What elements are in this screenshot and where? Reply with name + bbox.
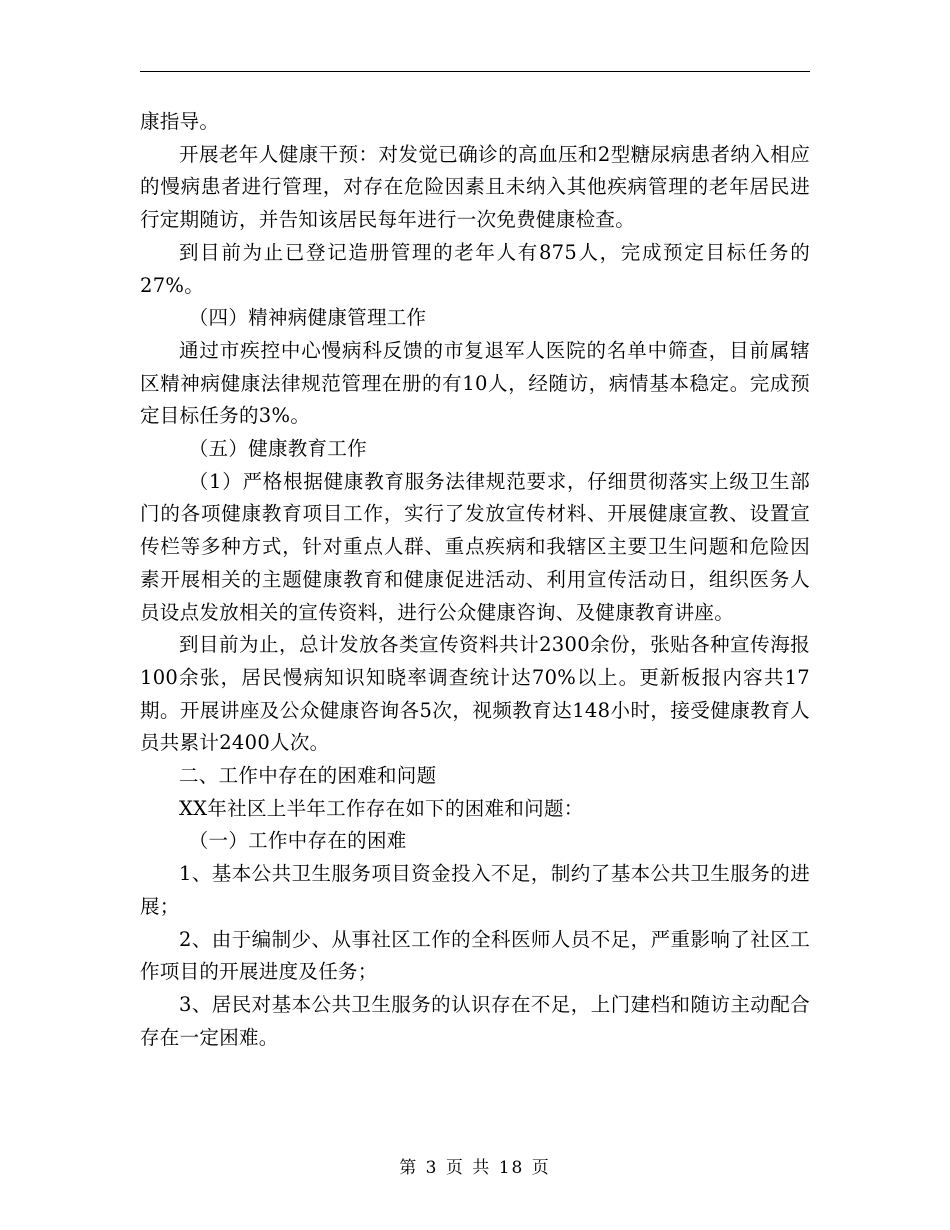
paragraph: （1）严格根据健康教育服务法律规范要求，仔细贯彻落实上级卫生部门的各项健康教育项目工作，实行了发放宣传材料、开展健康宣教、设置宣传栏等多种方式，针对重点人群、重点疾病和我辖区主要卫生问题和危险因素开展相关的主题健康教育和健康促进活动、利用宣传活动日，组织医务人员设点发放相关的宣传资料，进行公众健康咨询、及健康教育讲座。 [140, 469, 810, 624]
header-rule [140, 71, 810, 72]
list-item: 3、居民对基本公共卫生服务的认识存在不足，上门建档和随访主动配合存在一定困难。 [140, 992, 810, 1049]
section-heading: （五）健康教育工作 [188, 437, 367, 461]
paragraph: 康指导。 [140, 110, 220, 133]
list-item: 1、基本公共卫生服务项目资金投入不足，制约了基本公共卫生服务的进展； [140, 862, 810, 918]
paragraph: 开展老年人健康干预：对发觉已确诊的高血压和2型糖尿病患者纳入相应的慢病患者进行管理，对存在危险因素且未纳入其他疾病管理的老年居民进行定期随访，并告知该居民每年进行一次免费健康检查。 [140, 142, 810, 232]
paragraph: 到目前为止，总计发放各类宣传资料共计2300余份，张贴各种宣传海报100余张，居民慢病知识知晓率调查统计达70%以上。更新板报内容共17期。开展讲座及公众健康咨询各5次，视频教育达148小时，接受健康教育人员共累计2400人次。 [140, 633, 810, 755]
document-body [140, 106, 810, 1054]
page-number: 第 3 页 共 18 页 [399, 1158, 551, 1178]
section-heading: （一）工作中存在的困难 [188, 829, 407, 853]
section-heading: 二、工作中存在的困难和问题 [179, 764, 437, 788]
paragraph: 到目前为止已登记造册管理的老年人有875人，完成预定目标任务的27%。 [140, 240, 810, 297]
list-item: 2、由于编制少、从事社区工作的全科医师人员不足，严重影响了社区工作项目的开展进度及任务； [140, 927, 810, 984]
paragraph: 通过市疾控中心慢病科反馈的市复退军人医院的名单中筛查，目前属辖区精神病健康法律规范管理在册的有10人，经随访，病情基本稳定。完成预定目标任务的3%。 [140, 338, 810, 428]
section-heading: （四）精神病健康管理工作 [188, 306, 427, 330]
paragraph: XX年社区上半年工作存在如下的困难和问题： [179, 796, 584, 820]
